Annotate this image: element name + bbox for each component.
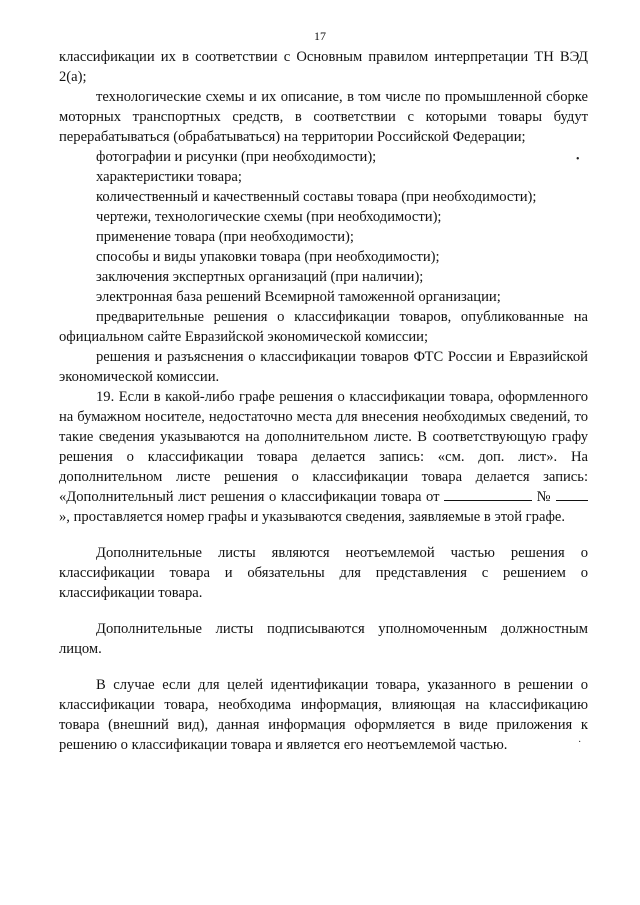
paragraph-appendix: В случае если для целей идентификации товара, указанного в решении о классификации товара, необходима информация, влияющая на классификацию товара (внешний вид), данная информация оформляется в виде приложения к решению о классификации товара и является его неотъемлемой частью. xyxy=(59,677,588,753)
paragraph-signature: Дополнительные листы подписываются уполномоченным должностным лицом. xyxy=(59,621,588,657)
list-item-technological-schemes: технологические схемы и их описание, в том числе по промышленной сборке моторных транспортных средств, в соответствии с которыми товары будут перерабатываться (обрабатываться) на территории Российской Федерации; xyxy=(59,89,588,145)
list-item-characteristics: характеристики товара; xyxy=(96,169,242,185)
list-item-photos: фотографии и рисунки (при необходимости); xyxy=(96,149,377,165)
paragraph-19-text: 19. Если в какой-либо графе решения о классификации товара, оформленного на бумажном носителе, недостаточно места для внесения необходимых сведений, то такие сведения указываются на дополнительном листе. В соответствующую графу решения о классификации товара делается запись: «см. доп. лист». На дополнительном листе решения о классификации товара делается запись: «Дополнительный лист решения о классификации товара xyxy=(59,389,588,505)
list-item-wco-database: электронная база решений Всемирной таможенной организации; xyxy=(96,289,501,305)
list-item-composition: количественный и качественный составы товара (при необходимости); xyxy=(96,189,537,205)
list-item-fts-decisions: решения и разъяснения о классификации товаров ФТС России и Евразийской экономической комиссии. xyxy=(59,349,588,385)
date-blank-line xyxy=(444,487,532,501)
paragraph-19 xyxy=(59,387,588,527)
margin-mark: · xyxy=(578,737,582,748)
margin-mark: • xyxy=(576,154,580,165)
number-sign: № xyxy=(536,489,552,505)
list-item-expert-conclusions: заключения экспертных организаций (при наличии); xyxy=(96,269,424,285)
paragraph-additional-sheets: Дополнительные листы являются неотъемлемой частью решения о классификации товара и обязательны для представления с решением о классификации товара. xyxy=(59,545,588,601)
list-item-preliminary-decisions: предварительные решения о классификации товаров, опубликованные на официальном сайте Евразийской экономической комиссии; xyxy=(59,309,588,345)
page-number: 17 xyxy=(314,29,326,43)
list-item-drawings: чертежи, технологические схемы (при необходимости); xyxy=(96,209,442,225)
paragraph-classification-rule: классификации их в соответствии с Основным правилом интерпретации ТН ВЭД 2(а); xyxy=(59,49,588,85)
from-label: от xyxy=(426,489,440,505)
list-item-application: применение товара (при необходимости); xyxy=(96,229,354,245)
list-item-packaging: способы и виды упаковки товара (при необходимости); xyxy=(96,249,440,265)
number-blank-line xyxy=(556,487,588,501)
paragraph-19-tail: », проставляется номер графы и указываются сведения, заявляемые в этой графе. xyxy=(59,509,566,525)
document-body xyxy=(59,47,588,755)
